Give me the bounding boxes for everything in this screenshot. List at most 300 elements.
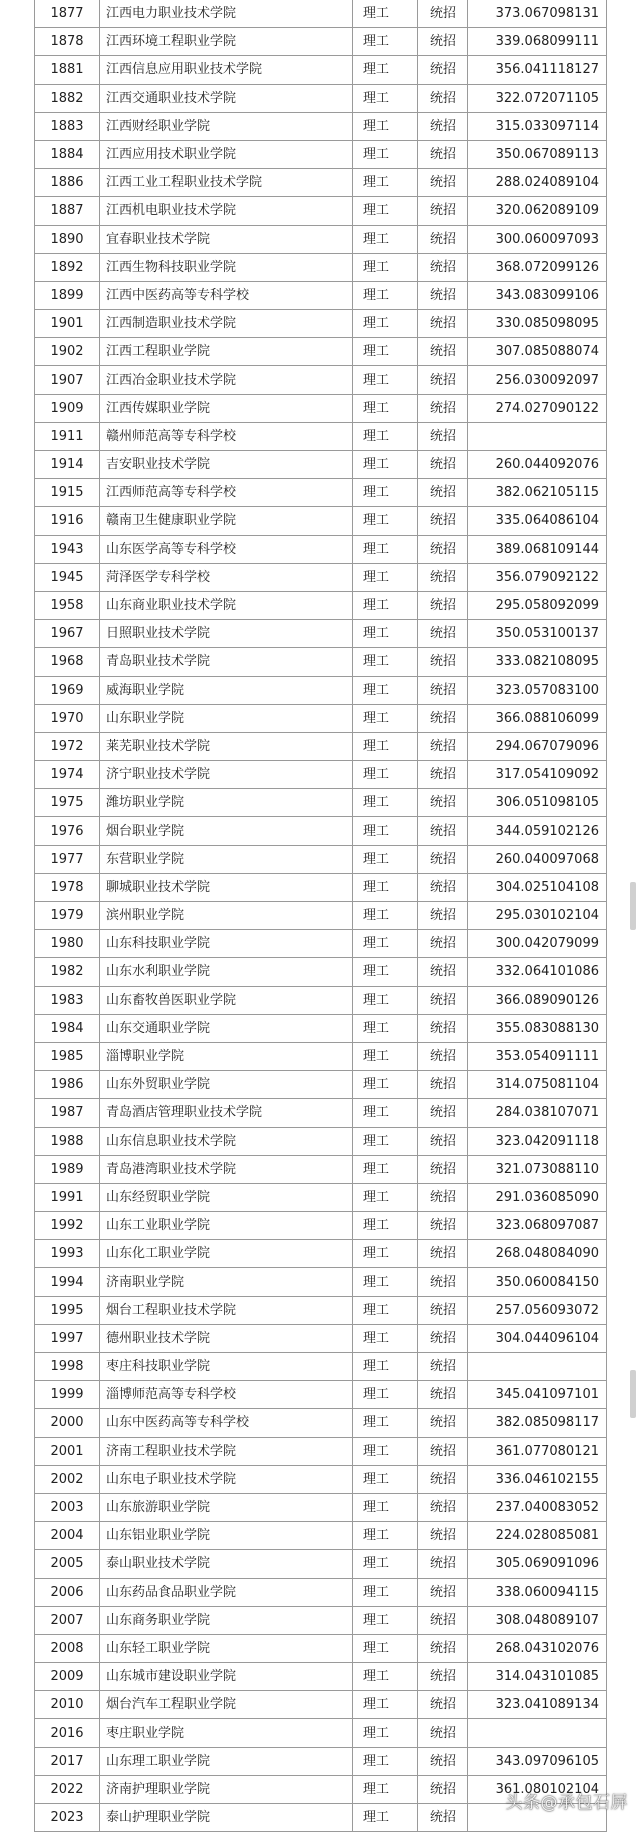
school-code-cell: 2002 xyxy=(35,1465,100,1493)
school-name-cell: 泰山护理职业学院 xyxy=(100,1804,353,1832)
table-row xyxy=(35,281,607,309)
score-cell: 332.064101086 xyxy=(468,958,607,986)
score-cell: 317.054109092 xyxy=(468,761,607,789)
admission-mode-cell: 统招 xyxy=(418,1550,468,1578)
score-cell: 343.083099106 xyxy=(468,281,607,309)
score-cell: 389.068109144 xyxy=(468,535,607,563)
school-code-cell: 1877 xyxy=(35,0,100,28)
subject-type-cell: 理工 xyxy=(353,1775,418,1803)
school-name-cell: 宜春职业技术学院 xyxy=(100,225,353,253)
subject-type-cell: 理工 xyxy=(353,1353,418,1381)
school-name-cell: 山东电子职业技术学院 xyxy=(100,1465,353,1493)
admission-mode-cell: 统招 xyxy=(418,1014,468,1042)
table-row xyxy=(35,1212,607,1240)
subject-type-cell: 理工 xyxy=(353,1522,418,1550)
admission-mode-cell: 统招 xyxy=(418,112,468,140)
table-row xyxy=(35,1042,607,1070)
subject-type-cell: 理工 xyxy=(353,1155,418,1183)
admission-mode-cell: 统招 xyxy=(418,1663,468,1691)
school-code-cell: 1967 xyxy=(35,620,100,648)
table-row xyxy=(35,422,607,450)
school-code-cell: 2023 xyxy=(35,1804,100,1832)
table-row xyxy=(35,761,607,789)
subject-type-cell: 理工 xyxy=(353,535,418,563)
school-name-cell: 山东城市建设职业学院 xyxy=(100,1663,353,1691)
score-cell: 345.041097101 xyxy=(468,1381,607,1409)
subject-type-cell: 理工 xyxy=(353,479,418,507)
school-name-cell: 济宁职业技术学院 xyxy=(100,761,353,789)
table-row xyxy=(35,563,607,591)
school-code-cell: 1907 xyxy=(35,366,100,394)
admission-mode-cell: 统招 xyxy=(418,1719,468,1747)
score-cell: 350.067089113 xyxy=(468,140,607,168)
school-code-cell: 1970 xyxy=(35,704,100,732)
school-name-cell: 山东水利职业学院 xyxy=(100,958,353,986)
school-name-cell: 烟台工程职业技术学院 xyxy=(100,1296,353,1324)
table-row xyxy=(35,507,607,535)
score-cell: 343.097096105 xyxy=(468,1747,607,1775)
table-row xyxy=(35,1663,607,1691)
table-row xyxy=(35,958,607,986)
table-row xyxy=(35,1522,607,1550)
table-row xyxy=(35,112,607,140)
admission-mode-cell: 统招 xyxy=(418,958,468,986)
admission-mode-cell: 统招 xyxy=(418,366,468,394)
school-code-cell: 1992 xyxy=(35,1212,100,1240)
table-row xyxy=(35,902,607,930)
table-row xyxy=(35,451,607,479)
school-name-cell: 山东旅游职业学院 xyxy=(100,1493,353,1521)
school-name-cell: 江西传媒职业学院 xyxy=(100,394,353,422)
score-cell: 373.067098131 xyxy=(468,0,607,28)
score-cell xyxy=(468,1719,607,1747)
subject-type-cell: 理工 xyxy=(353,620,418,648)
subject-type-cell: 理工 xyxy=(353,1634,418,1662)
table-row xyxy=(35,1268,607,1296)
score-cell: 323.041089134 xyxy=(468,1691,607,1719)
subject-type-cell: 理工 xyxy=(353,1719,418,1747)
table-row xyxy=(35,1606,607,1634)
school-code-cell: 1901 xyxy=(35,310,100,338)
table-row xyxy=(35,535,607,563)
subject-type-cell: 理工 xyxy=(353,1578,418,1606)
table-row xyxy=(35,1324,607,1352)
admission-mode-cell: 统招 xyxy=(418,507,468,535)
school-code-cell: 1878 xyxy=(35,28,100,56)
admission-mode-cell: 统招 xyxy=(418,845,468,873)
school-name-cell: 山东工业职业学院 xyxy=(100,1212,353,1240)
school-name-cell: 淄博职业学院 xyxy=(100,1042,353,1070)
admission-mode-cell: 统招 xyxy=(418,169,468,197)
score-cell: 306.051098105 xyxy=(468,789,607,817)
school-name-cell: 江西冶金职业技术学院 xyxy=(100,366,353,394)
admission-mode-cell: 统招 xyxy=(418,1381,468,1409)
admission-mode-cell: 统招 xyxy=(418,225,468,253)
school-name-cell: 江西信息应用职业技术学院 xyxy=(100,56,353,84)
school-code-cell: 2016 xyxy=(35,1719,100,1747)
subject-type-cell: 理工 xyxy=(353,169,418,197)
admission-mode-cell: 统招 xyxy=(418,1409,468,1437)
admission-mode-cell: 统招 xyxy=(418,84,468,112)
school-code-cell: 1988 xyxy=(35,1127,100,1155)
score-cell: 305.069091096 xyxy=(468,1550,607,1578)
school-code-cell: 1911 xyxy=(35,422,100,450)
school-name-cell: 东营职业学院 xyxy=(100,845,353,873)
table-row xyxy=(35,1099,607,1127)
school-code-cell: 1882 xyxy=(35,84,100,112)
score-cell: 323.057083100 xyxy=(468,676,607,704)
subject-type-cell: 理工 xyxy=(353,507,418,535)
school-name-cell: 江西工程职业学院 xyxy=(100,338,353,366)
table-row xyxy=(35,873,607,901)
school-name-cell: 烟台汽车工程职业学院 xyxy=(100,1691,353,1719)
admission-mode-cell: 统招 xyxy=(418,1268,468,1296)
table-row xyxy=(35,28,607,56)
school-code-cell: 2001 xyxy=(35,1437,100,1465)
school-code-cell: 1982 xyxy=(35,958,100,986)
school-name-cell: 莱芜职业技术学院 xyxy=(100,732,353,760)
score-cell: 322.072071105 xyxy=(468,84,607,112)
score-cell: 260.040097068 xyxy=(468,845,607,873)
admission-mode-cell: 统招 xyxy=(418,563,468,591)
school-code-cell: 1916 xyxy=(35,507,100,535)
table-row xyxy=(35,620,607,648)
score-cell: 284.038107071 xyxy=(468,1099,607,1127)
scroll-indicator xyxy=(630,882,636,930)
table-row xyxy=(35,676,607,704)
subject-type-cell: 理工 xyxy=(353,394,418,422)
school-name-cell: 山东化工职业学院 xyxy=(100,1240,353,1268)
admission-mode-cell: 统招 xyxy=(418,1240,468,1268)
subject-type-cell: 理工 xyxy=(353,1099,418,1127)
subject-type-cell: 理工 xyxy=(353,1071,418,1099)
admission-mode-cell: 统招 xyxy=(418,56,468,84)
school-name-cell: 江西生物科技职业学院 xyxy=(100,253,353,281)
table-row xyxy=(35,479,607,507)
subject-type-cell: 理工 xyxy=(353,1606,418,1634)
admission-mode-cell: 统招 xyxy=(418,1071,468,1099)
subject-type-cell: 理工 xyxy=(353,1804,418,1832)
subject-type-cell: 理工 xyxy=(353,56,418,84)
school-name-cell: 淄博师范高等专科学校 xyxy=(100,1381,353,1409)
admission-mode-cell: 统招 xyxy=(418,1155,468,1183)
subject-type-cell: 理工 xyxy=(353,789,418,817)
score-cell: 382.062105115 xyxy=(468,479,607,507)
subject-type-cell: 理工 xyxy=(353,112,418,140)
school-name-cell: 山东商务职业学院 xyxy=(100,1606,353,1634)
school-name-cell: 烟台职业学院 xyxy=(100,817,353,845)
school-name-cell: 潍坊职业学院 xyxy=(100,789,353,817)
subject-type-cell: 理工 xyxy=(353,1268,418,1296)
school-name-cell: 滨州职业学院 xyxy=(100,902,353,930)
subject-type-cell: 理工 xyxy=(353,1127,418,1155)
score-cell: 344.059102126 xyxy=(468,817,607,845)
school-code-cell: 1915 xyxy=(35,479,100,507)
table-body xyxy=(35,0,607,1832)
table-row xyxy=(35,704,607,732)
table-row xyxy=(35,197,607,225)
table-row xyxy=(35,1183,607,1211)
admission-mode-cell: 统招 xyxy=(418,873,468,901)
score-cell: 295.030102104 xyxy=(468,902,607,930)
school-code-cell: 1995 xyxy=(35,1296,100,1324)
school-code-cell: 1984 xyxy=(35,1014,100,1042)
subject-type-cell: 理工 xyxy=(353,197,418,225)
school-name-cell: 江西制造职业技术学院 xyxy=(100,310,353,338)
table-row xyxy=(35,310,607,338)
school-code-cell: 1883 xyxy=(35,112,100,140)
admission-mode-cell: 统招 xyxy=(418,648,468,676)
table-row xyxy=(35,732,607,760)
admission-mode-cell: 统招 xyxy=(418,0,468,28)
score-cell: 295.058092099 xyxy=(468,591,607,619)
admission-mode-cell: 统招 xyxy=(418,620,468,648)
school-name-cell: 山东经贸职业学院 xyxy=(100,1183,353,1211)
school-code-cell: 2010 xyxy=(35,1691,100,1719)
school-code-cell: 1899 xyxy=(35,281,100,309)
subject-type-cell: 理工 xyxy=(353,930,418,958)
school-code-cell: 2007 xyxy=(35,1606,100,1634)
school-code-cell: 1892 xyxy=(35,253,100,281)
admission-mode-cell: 统招 xyxy=(418,479,468,507)
admission-mode-cell: 统招 xyxy=(418,789,468,817)
admission-mode-cell: 统招 xyxy=(418,1578,468,1606)
school-code-cell: 1914 xyxy=(35,451,100,479)
school-code-cell: 2017 xyxy=(35,1747,100,1775)
school-code-cell: 2004 xyxy=(35,1522,100,1550)
table-row xyxy=(35,1465,607,1493)
admission-mode-cell: 统招 xyxy=(418,394,468,422)
table-row xyxy=(35,1437,607,1465)
school-code-cell: 1958 xyxy=(35,591,100,619)
school-name-cell: 山东信息职业技术学院 xyxy=(100,1127,353,1155)
subject-type-cell: 理工 xyxy=(353,591,418,619)
admission-mode-cell: 统招 xyxy=(418,1324,468,1352)
admission-score-table xyxy=(34,0,607,1832)
table-row xyxy=(35,845,607,873)
school-code-cell: 1887 xyxy=(35,197,100,225)
school-name-cell: 山东医学高等专科学校 xyxy=(100,535,353,563)
score-cell: 307.085088074 xyxy=(468,338,607,366)
table-row xyxy=(35,1155,607,1183)
subject-type-cell: 理工 xyxy=(353,732,418,760)
admission-mode-cell: 统招 xyxy=(418,338,468,366)
school-code-cell: 2006 xyxy=(35,1578,100,1606)
school-name-cell: 江西财经职业学院 xyxy=(100,112,353,140)
school-name-cell: 江西机电职业技术学院 xyxy=(100,197,353,225)
admission-mode-cell: 统招 xyxy=(418,1183,468,1211)
subject-type-cell: 理工 xyxy=(353,563,418,591)
school-code-cell: 1985 xyxy=(35,1042,100,1070)
school-name-cell: 济南工程职业技术学院 xyxy=(100,1437,353,1465)
score-cell: 257.056093072 xyxy=(468,1296,607,1324)
school-name-cell: 江西师范高等专科学校 xyxy=(100,479,353,507)
score-cell: 260.044092076 xyxy=(468,451,607,479)
school-name-cell: 江西应用技术职业学院 xyxy=(100,140,353,168)
admission-mode-cell: 统招 xyxy=(418,761,468,789)
subject-type-cell: 理工 xyxy=(353,1324,418,1352)
score-cell: 361.077080121 xyxy=(468,1437,607,1465)
score-cell: 382.085098117 xyxy=(468,1409,607,1437)
score-cell: 256.030092097 xyxy=(468,366,607,394)
score-cell: 356.041118127 xyxy=(468,56,607,84)
score-cell: 304.044096104 xyxy=(468,1324,607,1352)
table-row xyxy=(35,648,607,676)
score-cell xyxy=(468,422,607,450)
score-cell: 355.083088130 xyxy=(468,1014,607,1042)
subject-type-cell: 理工 xyxy=(353,648,418,676)
school-name-cell: 山东外贸职业学院 xyxy=(100,1071,353,1099)
school-code-cell: 1943 xyxy=(35,535,100,563)
table-row xyxy=(35,1493,607,1521)
score-cell: 314.075081104 xyxy=(468,1071,607,1099)
school-name-cell: 山东商业职业技术学院 xyxy=(100,591,353,619)
table-row xyxy=(35,84,607,112)
school-code-cell: 1972 xyxy=(35,732,100,760)
table-row xyxy=(35,1071,607,1099)
subject-type-cell: 理工 xyxy=(353,1014,418,1042)
school-name-cell: 德州职业技术学院 xyxy=(100,1324,353,1352)
admission-mode-cell: 统招 xyxy=(418,535,468,563)
school-name-cell: 枣庄职业学院 xyxy=(100,1719,353,1747)
table-row xyxy=(35,338,607,366)
table-row xyxy=(35,394,607,422)
admission-mode-cell: 统招 xyxy=(418,1465,468,1493)
table-row xyxy=(35,1719,607,1747)
table-row xyxy=(35,56,607,84)
school-name-cell: 赣南卫生健康职业学院 xyxy=(100,507,353,535)
subject-type-cell: 理工 xyxy=(353,253,418,281)
school-name-cell: 济南职业学院 xyxy=(100,1268,353,1296)
admission-mode-cell: 统招 xyxy=(418,1353,468,1381)
admission-mode-cell: 统招 xyxy=(418,1127,468,1155)
subject-type-cell: 理工 xyxy=(353,1381,418,1409)
subject-type-cell: 理工 xyxy=(353,225,418,253)
score-cell: 294.067079096 xyxy=(468,732,607,760)
table-row xyxy=(35,1240,607,1268)
school-code-cell: 1978 xyxy=(35,873,100,901)
school-code-cell: 2005 xyxy=(35,1550,100,1578)
school-code-cell: 1997 xyxy=(35,1324,100,1352)
score-cell: 320.062089109 xyxy=(468,197,607,225)
school-name-cell: 威海职业学院 xyxy=(100,676,353,704)
subject-type-cell: 理工 xyxy=(353,1550,418,1578)
school-code-cell: 1987 xyxy=(35,1099,100,1127)
subject-type-cell: 理工 xyxy=(353,958,418,986)
school-code-cell: 1974 xyxy=(35,761,100,789)
school-name-cell: 山东药品食品职业学院 xyxy=(100,1578,353,1606)
score-cell: 314.043101085 xyxy=(468,1663,607,1691)
table-row xyxy=(35,1127,607,1155)
table-row xyxy=(35,1014,607,1042)
table-row xyxy=(35,0,607,28)
school-code-cell: 1968 xyxy=(35,648,100,676)
school-name-cell: 菏泽医学专科学校 xyxy=(100,563,353,591)
table-row xyxy=(35,986,607,1014)
admission-mode-cell: 统招 xyxy=(418,1775,468,1803)
school-code-cell: 1983 xyxy=(35,986,100,1014)
school-code-cell: 1989 xyxy=(35,1155,100,1183)
table-row xyxy=(35,789,607,817)
school-code-cell: 1980 xyxy=(35,930,100,958)
school-name-cell: 江西电力职业技术学院 xyxy=(100,0,353,28)
score-cell: 274.027090122 xyxy=(468,394,607,422)
school-name-cell: 江西环境工程职业学院 xyxy=(100,28,353,56)
school-code-cell: 1998 xyxy=(35,1353,100,1381)
subject-type-cell: 理工 xyxy=(353,1409,418,1437)
score-cell: 338.060094115 xyxy=(468,1578,607,1606)
table-row xyxy=(35,1691,607,1719)
table-row xyxy=(35,591,607,619)
admission-mode-cell: 统招 xyxy=(418,1493,468,1521)
school-name-cell: 聊城职业技术学院 xyxy=(100,873,353,901)
table-row xyxy=(35,1578,607,1606)
subject-type-cell: 理工 xyxy=(353,1663,418,1691)
admission-mode-cell: 统招 xyxy=(418,1747,468,1775)
school-code-cell: 1991 xyxy=(35,1183,100,1211)
admission-mode-cell: 统招 xyxy=(418,310,468,338)
subject-type-cell: 理工 xyxy=(353,1465,418,1493)
admission-mode-cell: 统招 xyxy=(418,1634,468,1662)
admission-table-container xyxy=(34,0,606,1832)
table-row xyxy=(35,1353,607,1381)
school-name-cell: 山东中医药高等专科学校 xyxy=(100,1409,353,1437)
subject-type-cell: 理工 xyxy=(353,84,418,112)
admission-mode-cell: 统招 xyxy=(418,732,468,760)
school-code-cell: 1994 xyxy=(35,1268,100,1296)
score-cell: 291.036085090 xyxy=(468,1183,607,1211)
school-code-cell: 1884 xyxy=(35,140,100,168)
score-cell: 308.048089107 xyxy=(468,1606,607,1634)
school-code-cell: 1969 xyxy=(35,676,100,704)
admission-mode-cell: 统招 xyxy=(418,902,468,930)
subject-type-cell: 理工 xyxy=(353,0,418,28)
score-cell xyxy=(468,1353,607,1381)
school-name-cell: 山东理工职业学院 xyxy=(100,1747,353,1775)
admission-mode-cell: 统招 xyxy=(418,197,468,225)
subject-type-cell: 理工 xyxy=(353,366,418,394)
school-name-cell: 江西中医药高等专科学校 xyxy=(100,281,353,309)
school-code-cell: 2008 xyxy=(35,1634,100,1662)
subject-type-cell: 理工 xyxy=(353,1691,418,1719)
school-name-cell: 山东交通职业学院 xyxy=(100,1014,353,1042)
subject-type-cell: 理工 xyxy=(353,986,418,1014)
school-name-cell: 赣州师范高等专科学校 xyxy=(100,422,353,450)
admission-mode-cell: 统招 xyxy=(418,1042,468,1070)
score-cell: 321.073088110 xyxy=(468,1155,607,1183)
score-cell: 315.033097114 xyxy=(468,112,607,140)
subject-type-cell: 理工 xyxy=(353,1296,418,1324)
school-code-cell: 1979 xyxy=(35,902,100,930)
admission-mode-cell: 统招 xyxy=(418,422,468,450)
table-row xyxy=(35,140,607,168)
subject-type-cell: 理工 xyxy=(353,451,418,479)
table-row xyxy=(35,1550,607,1578)
school-code-cell: 1902 xyxy=(35,338,100,366)
admission-mode-cell: 统招 xyxy=(418,28,468,56)
score-cell: 330.085098095 xyxy=(468,310,607,338)
score-cell: 339.068099111 xyxy=(468,28,607,56)
score-cell: 366.088106099 xyxy=(468,704,607,732)
subject-type-cell: 理工 xyxy=(353,1240,418,1268)
school-name-cell: 江西工业工程职业技术学院 xyxy=(100,169,353,197)
score-cell: 323.068097087 xyxy=(468,1212,607,1240)
school-code-cell: 1986 xyxy=(35,1071,100,1099)
subject-type-cell: 理工 xyxy=(353,1212,418,1240)
school-name-cell: 吉安职业技术学院 xyxy=(100,451,353,479)
admission-mode-cell: 统招 xyxy=(418,1522,468,1550)
admission-mode-cell: 统招 xyxy=(418,930,468,958)
